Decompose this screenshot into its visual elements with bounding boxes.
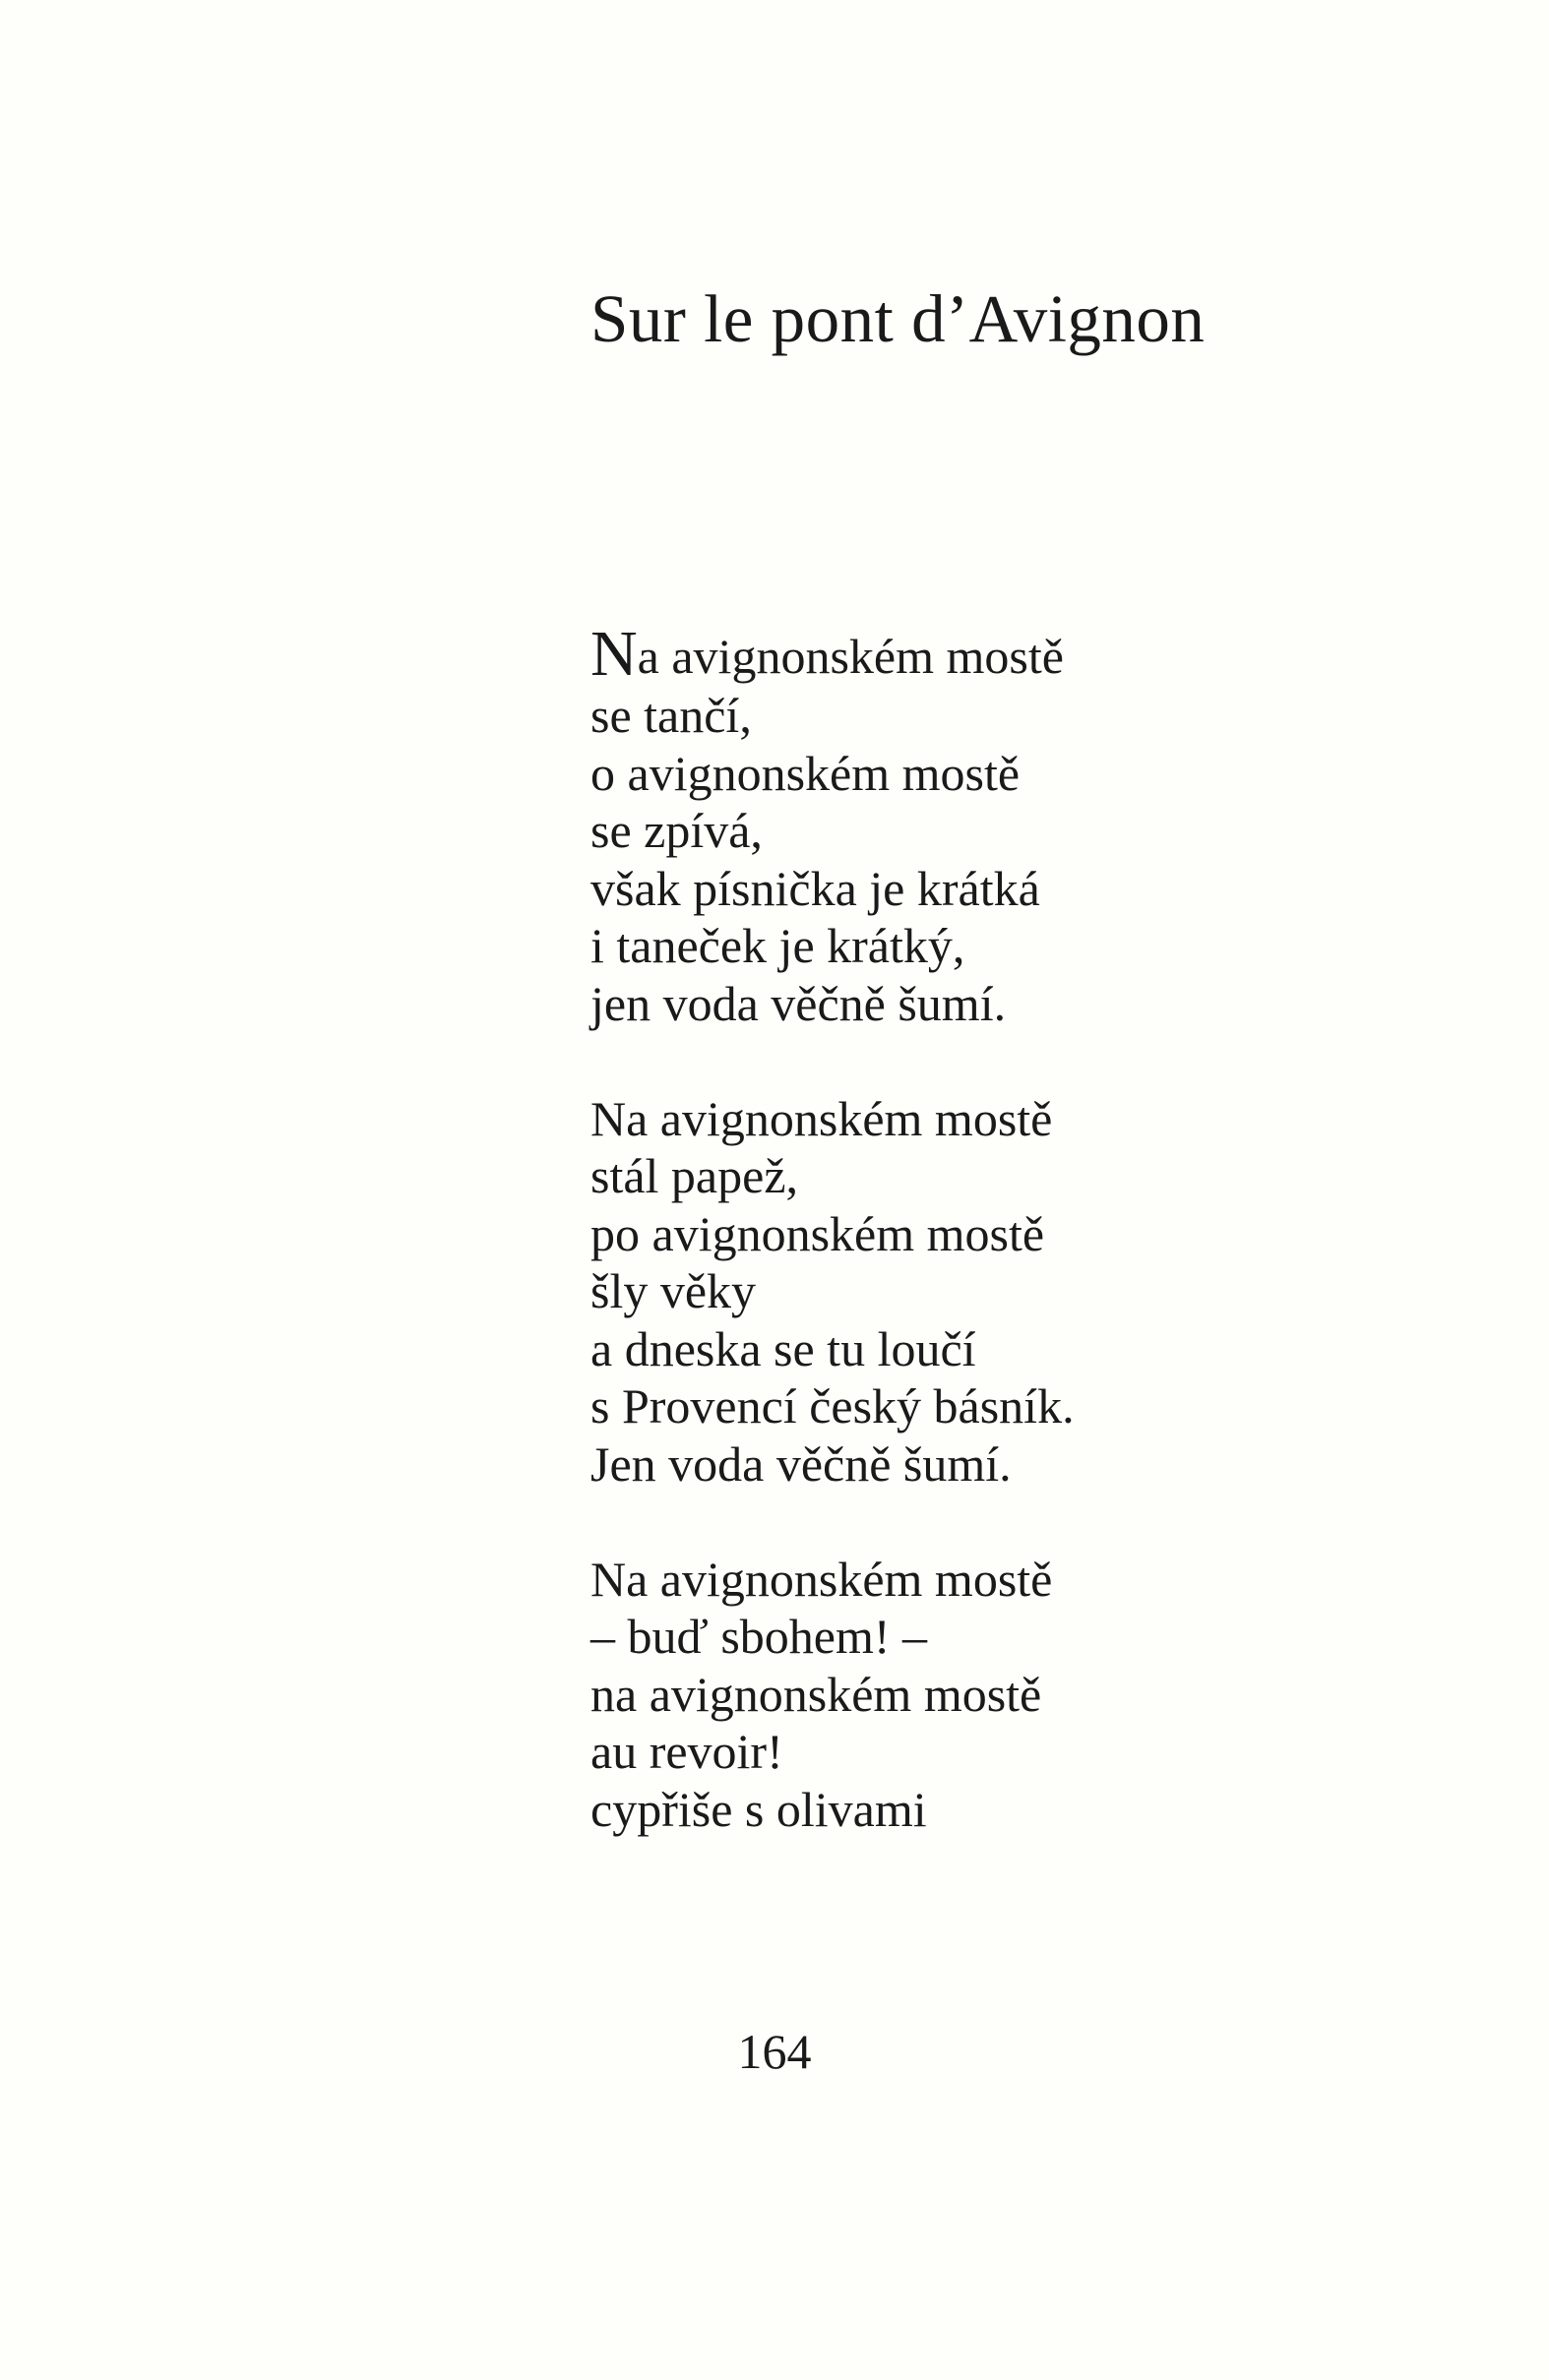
poem-line: cypřiše s olivami <box>590 1781 927 1837</box>
poem-line: po avignonském mostě <box>590 1205 1045 1261</box>
poem-line: i taneček je krátký, <box>590 918 965 973</box>
poem-line: však písnička je krátká <box>590 860 1040 916</box>
poem-line: stál papež, <box>590 1148 799 1203</box>
poem-line: – buď sbohem! – <box>590 1609 928 1664</box>
drop-cap: N <box>590 618 638 690</box>
poem-title: Sur le pont d’Avignon <box>590 281 1206 356</box>
poem-line-text: a avignonském mostě <box>637 629 1064 684</box>
poem-line: au revoir! <box>590 1724 783 1779</box>
poem-body <box>590 618 1075 1838</box>
poem-line: na avignonském mostě <box>590 1666 1042 1722</box>
poem-line: Na avignonském mostě <box>590 1551 1053 1607</box>
poem-line: Jen voda věčně šumí. <box>590 1435 1012 1492</box>
poem-line: se tančí, <box>590 688 752 743</box>
poem-line: s Provencí český básník. <box>590 1378 1075 1434</box>
stanza-3 <box>590 1551 1075 1839</box>
page-number: 164 <box>737 2024 812 2079</box>
poem-line: Na avignonském mostě <box>590 1090 1053 1146</box>
poem-line: a dneska se tu loučí <box>590 1320 976 1376</box>
poem-line: šly věky <box>590 1263 757 1318</box>
poem-line <box>590 618 1075 690</box>
poem-line: jen voda věčně šumí. <box>590 975 1007 1031</box>
poem-line: se zpívá, <box>590 803 763 858</box>
stanza-2 <box>590 1090 1075 1494</box>
stanza-1 <box>590 618 1075 1032</box>
poem-line: o avignonském mostě <box>590 745 1021 801</box>
